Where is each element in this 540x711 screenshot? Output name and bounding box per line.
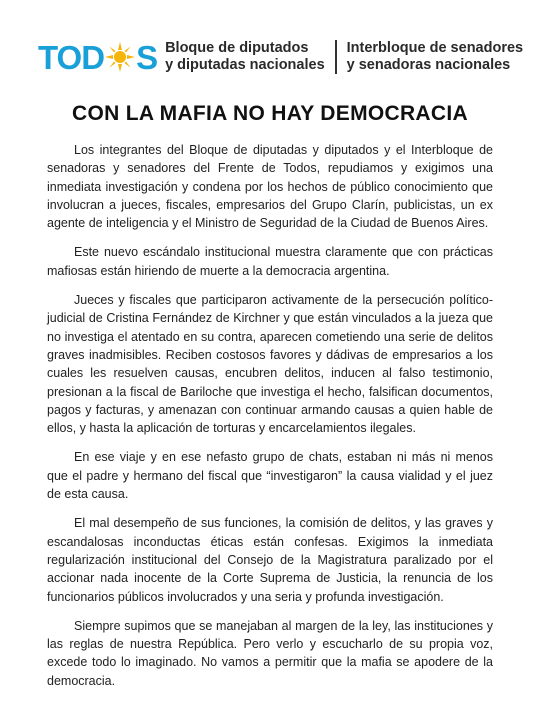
interbloque-label [347, 40, 523, 74]
header-divider [335, 40, 337, 74]
paragraph-6: Siempre supimos que se manejaban al margen de la ley, las instituciones y las reglas de nuestra República. Pero verlo y escucharlo de su propia voz, excede todo lo imaginado. No vamos a permitir que la mafia se apodere de la democracia. [47, 618, 493, 688]
bloque-label [165, 40, 325, 74]
document-body [47, 141, 493, 701]
paragraph-3: Jueces y fiscales que participaron activamente de la persecución político-judicial de Cristina Fernández de Kirchner y que están vinculados a la jueza que no investiga el atentado en su contra, aparecen cometiendo una serie de delitos graves inadmisibles. Reciben costosos favores y dádivas de empresarios a los cuales les resuelven causas, encubren delitos, inducen al falso testimonio, presionan a la fiscal de Bariloche que investiga el hecho, falsifican documentos, pagos y facturas, y amenazan con continuar armando causas a quien hable de ellos, y hasta la aplicación de torturas y encarcelamientos ilegales. [47, 293, 493, 436]
bloque-line-1: Bloque de diputados [165, 40, 309, 56]
paragraph-5: El mal desempeño de sus funciones, la comisión de delitos, y las graves y escandalosas inconductas éticas están confesas. Exigimos la inmediata regularización institucional del Consejo de la Magistratura paralizado por el accionar nada inocente de la Corte Suprema de Justicia, la renuncia de los funcionarios públicos involucrados y una seria y profunda investigación. [47, 516, 493, 604]
interbloque-line-2: y senadoras nacionales [346, 57, 511, 73]
document-header [38, 40, 523, 74]
todos-logo [38, 38, 158, 76]
logo-text-right: S [136, 38, 158, 76]
sun-icon [105, 42, 135, 72]
paragraph-2: Este nuevo escándalo institucional muestra claramente que con prácticas mafiosas están hiriendo de muerte a la democracia argentina. [47, 245, 493, 278]
paragraph-1: Los integrantes del Bloque de diputadas y diputados y el Interbloque de senadoras y senadores del Frente de Todos, repudiamos y exigimos una inmediata investigación y condena por los hechos de público conocimiento que involucran a jueces, fiscales, empresarios del Grupo Clarín, publicistas, un ex agente de inteligencia y el Ministro de Seguridad de la Ciudad de Buenos Aires. [47, 143, 493, 231]
bloque-line-2: y diputadas nacionales [165, 57, 325, 73]
paragraph-4: En ese viaje y en ese nefasto grupo de chats, estaban ni más ni menos que el padre y hermano del fiscal que “investigaron” la causa vialidad y el juez de esta causa. [47, 450, 493, 502]
logo-text-left: TOD [38, 38, 105, 76]
document-title: CON LA MAFIA NO HAY DEMOCRACIA [72, 102, 468, 125]
interbloque-line-1: Interbloque de senadores [346, 40, 524, 56]
